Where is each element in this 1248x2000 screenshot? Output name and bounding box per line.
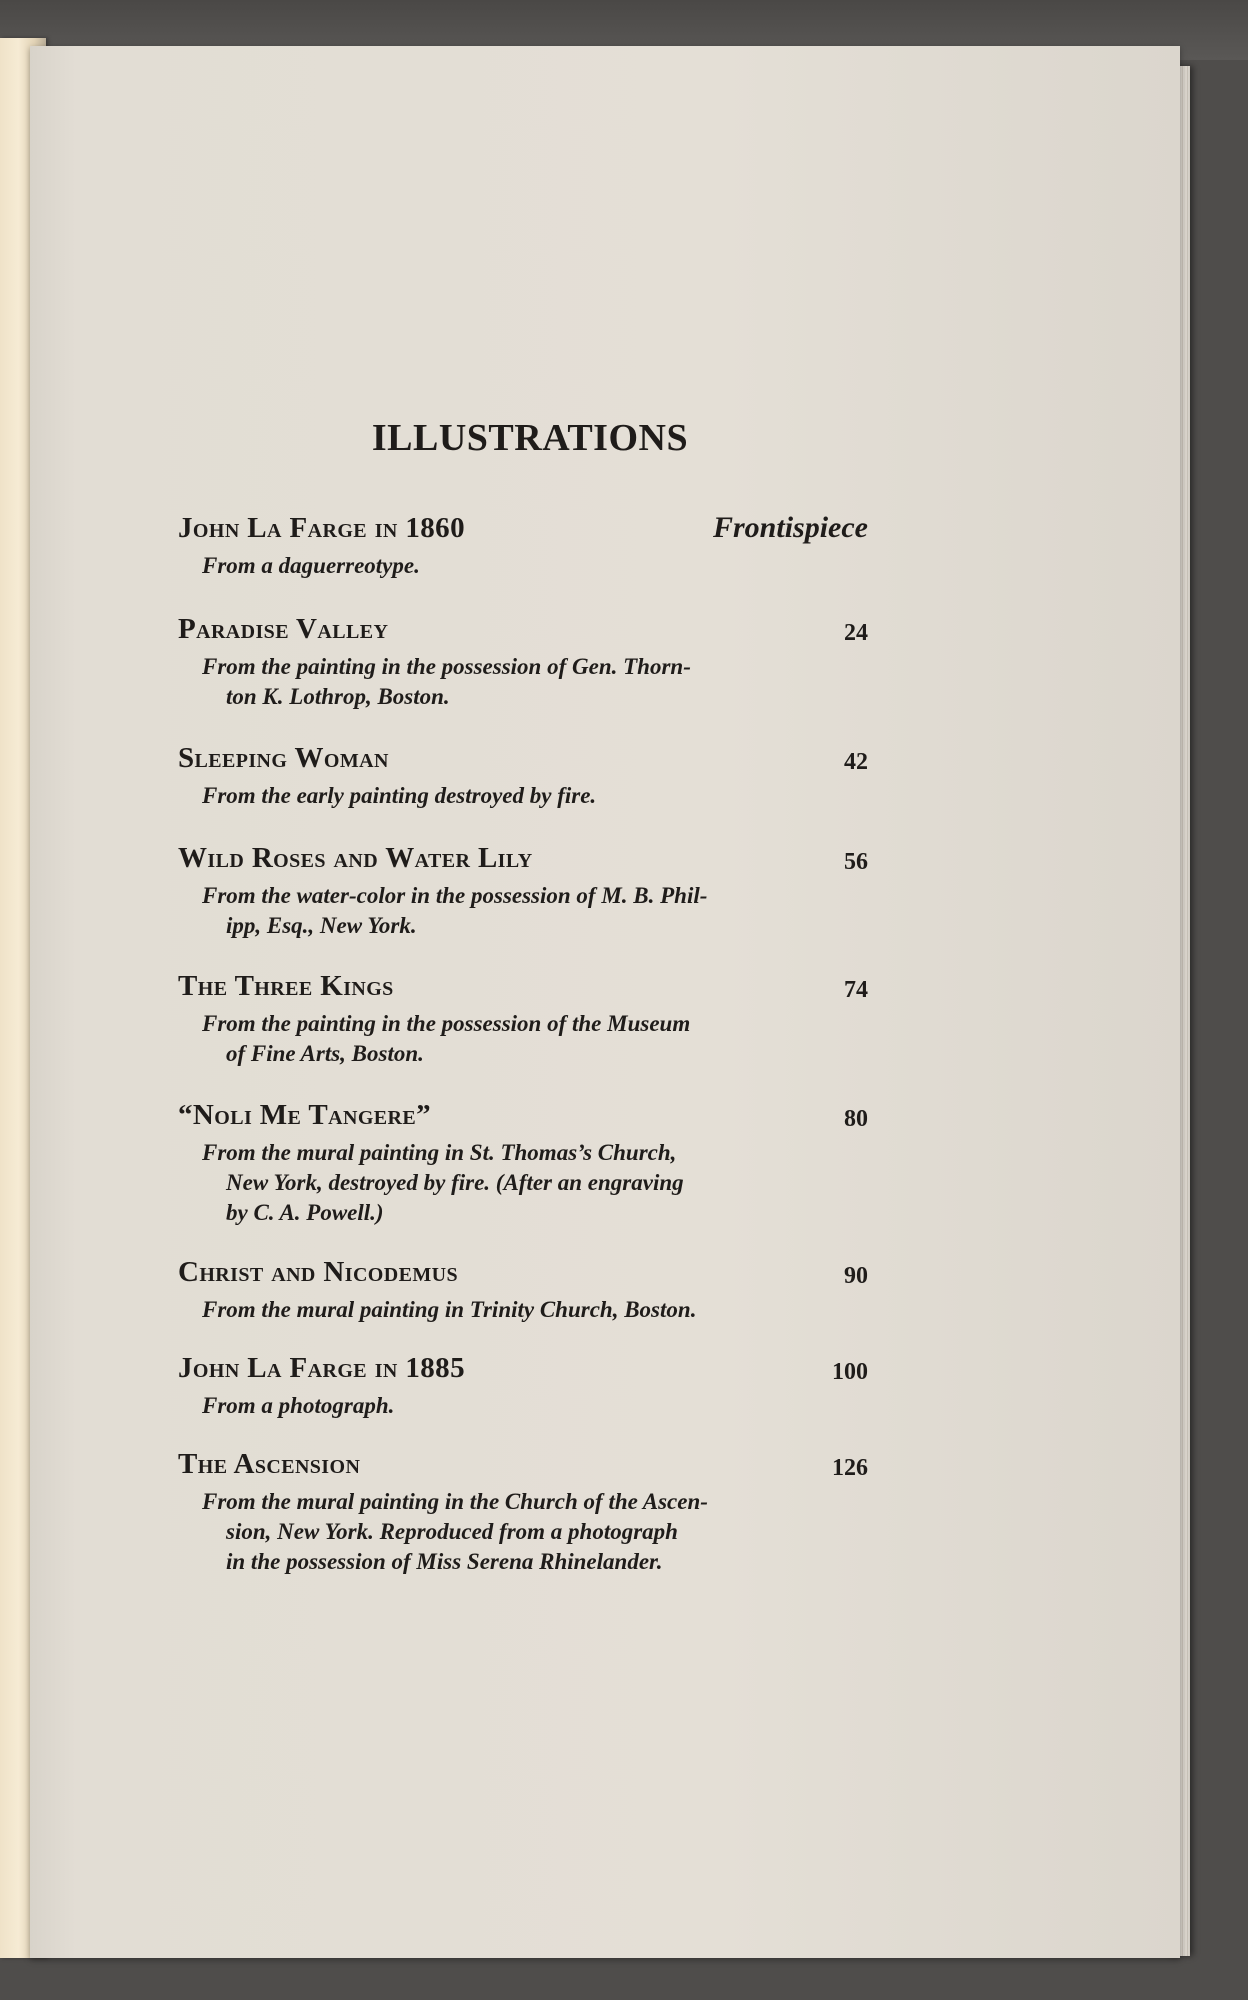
book-page xyxy=(30,46,1180,1958)
desc-line: From the early painting destroyed by fire. xyxy=(202,783,597,808)
illustration-title: Christ and Nicodemus xyxy=(178,1256,458,1288)
illustration-title: “Noli Me Tangere” xyxy=(178,1099,432,1131)
illustration-source xyxy=(202,1295,772,1325)
illustration-source xyxy=(202,1487,772,1577)
page-number: Frontispiece xyxy=(713,511,868,544)
desc-line: From a photograph. xyxy=(202,1393,395,1418)
desc-line: From a daguerreotype. xyxy=(202,553,420,578)
desc-line: ipp, Esq., New York. xyxy=(226,913,417,938)
page-number: 90 xyxy=(844,1263,868,1289)
illustration-source xyxy=(202,1391,772,1421)
page-number: 80 xyxy=(844,1106,868,1132)
list-item xyxy=(178,1447,868,1577)
desc-line: of Fine Arts, Boston. xyxy=(226,1041,424,1066)
list-item xyxy=(178,511,868,581)
page-number: 56 xyxy=(844,849,868,875)
illustration-source xyxy=(202,781,772,811)
list-item xyxy=(178,1351,868,1421)
desc-line: From the painting in the possession of the Museum xyxy=(202,1011,691,1036)
illustration-title: John La Farge in 1860 xyxy=(178,512,465,544)
desc-line: From the mural painting in the Church of the Ascen- xyxy=(202,1489,708,1514)
page-number: 100 xyxy=(832,1359,868,1385)
illustration-source xyxy=(202,881,772,941)
illustration-title: The Three Kings xyxy=(178,970,394,1002)
page-title: ILLUSTRATIONS xyxy=(371,417,689,459)
illustration-title: The Ascension xyxy=(178,1448,361,1480)
desc-line: From the mural painting in Trinity Church, Boston. xyxy=(202,1297,697,1322)
illustration-title: Paradise Valley xyxy=(178,613,389,645)
desc-line: From the painting in the possession of Gen. Thorn- xyxy=(202,654,691,679)
illustration-source xyxy=(202,1009,772,1069)
page-number: 24 xyxy=(844,620,868,646)
desc-line: in the possession of Miss Serena Rhinelander. xyxy=(226,1549,663,1574)
illustration-title: Wild Roses and Water Lily xyxy=(178,842,533,874)
page-number: 126 xyxy=(832,1455,868,1481)
desc-line: sion, New York. Reproduced from a photograph xyxy=(226,1519,678,1544)
list-item xyxy=(178,741,868,811)
list-item xyxy=(178,841,868,941)
desc-line: From the water-color in the possession of M. B. Phil- xyxy=(202,883,708,908)
desc-line: ton K. Lothrop, Boston. xyxy=(226,684,450,709)
illustration-source xyxy=(202,551,772,581)
list-item xyxy=(178,1255,868,1325)
page-number: 74 xyxy=(844,977,868,1003)
illustration-title: Sleeping Woman xyxy=(178,742,389,774)
list-item xyxy=(178,612,868,712)
desc-line: New York, destroyed by fire. (After an engraving xyxy=(226,1170,684,1195)
page-number: 42 xyxy=(844,749,868,775)
desc-line: From the mural painting in St. Thomas’s Church, xyxy=(202,1140,677,1165)
list-item xyxy=(178,969,868,1069)
illustration-source xyxy=(202,652,772,712)
list-item xyxy=(178,1098,868,1228)
illustration-source xyxy=(202,1138,772,1228)
desc-line: by C. A. Powell.) xyxy=(226,1200,384,1225)
illustration-title: John La Farge in 1885 xyxy=(178,1352,465,1384)
